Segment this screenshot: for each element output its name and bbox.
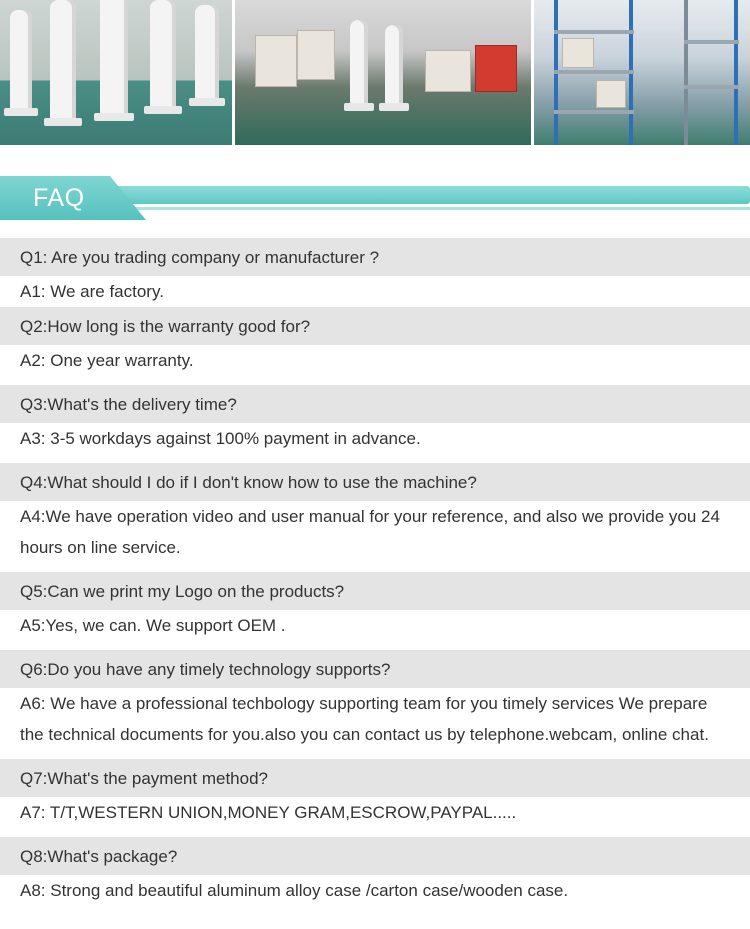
faq-answer-2: A2: One year warranty. <box>0 345 750 385</box>
faq-section-header <box>0 176 750 220</box>
faq-answer-4: A4:We have operation video and user manual for your reference, and also we provide you 24 hours on line service. <box>0 501 750 572</box>
workshop-photo <box>235 0 531 145</box>
faq-answer-7: A7: T/T,WESTERN UNION,MONEY GRAM,ESCROW,PAYPAL..... <box>0 797 750 837</box>
faq-question-5: Q5:Can we print my Logo on the products? <box>0 572 750 610</box>
warehouse-shelves-photo <box>534 0 750 145</box>
faq-question-2: Q2:How long is the warranty good for? <box>0 307 750 345</box>
faq-answer-6: A6: We have a professional techbology supporting team for you timely services We prepare the technical documents for you.also you can contact us by telephone.webcam, online chat. <box>0 688 750 759</box>
faq-question-7: Q7:What's the payment method? <box>0 759 750 797</box>
machines-photo <box>0 0 232 145</box>
faq-answer-3: A3: 3-5 workdays against 100% payment in advance. <box>0 423 750 463</box>
faq-question-6: Q6:Do you have any timely technology supports? <box>0 650 750 688</box>
faq-header-underline <box>100 207 750 210</box>
faq-answer-5: A5:Yes, we can. We support OEM . <box>0 610 750 650</box>
faq-answer-1: A1: We are factory. <box>0 276 750 307</box>
faq-question-8: Q8:What's package? <box>0 837 750 875</box>
faq-question-4: Q4:What should I do if I don't know how to use the machine? <box>0 463 750 501</box>
faq-answer-8: A8: Strong and beautiful aluminum alloy case /carton case/wooden case. <box>0 875 750 906</box>
faq-question-3: Q3:What's the delivery time? <box>0 385 750 423</box>
faq-question-1: Q1: Are you trading company or manufacturer ? <box>0 238 750 276</box>
faq-header-bar <box>100 186 750 204</box>
factory-photo-strip <box>0 0 750 145</box>
faq-list <box>0 238 750 906</box>
faq-title: FAQ <box>33 184 85 212</box>
